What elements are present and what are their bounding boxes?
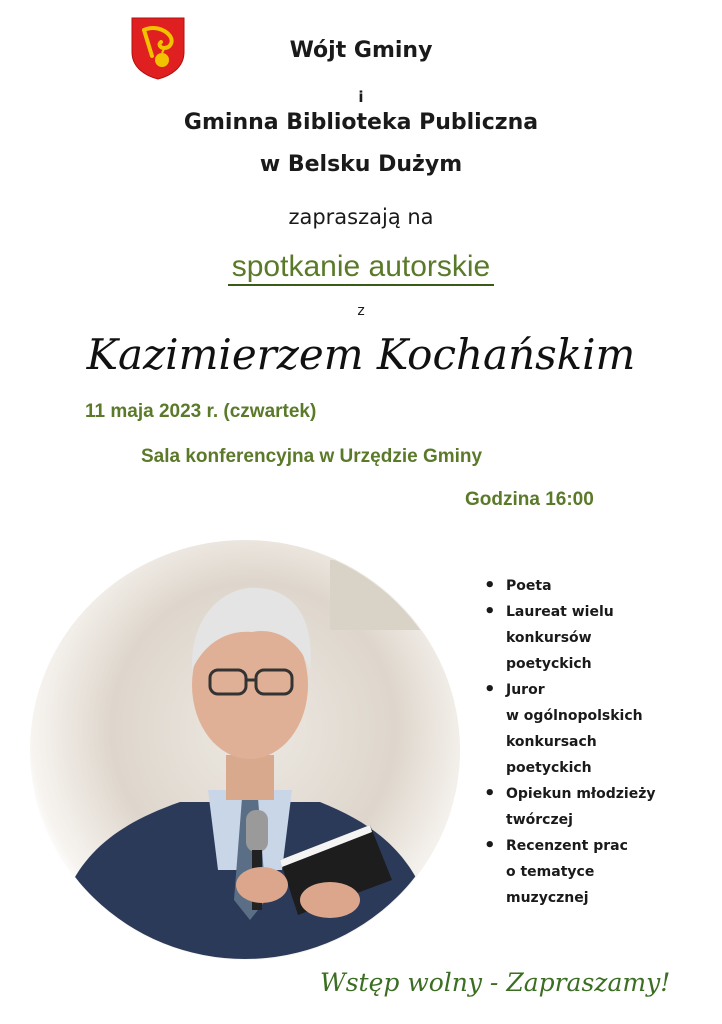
fact-line: poetyckich: [506, 656, 592, 672]
fact-item: [478, 573, 698, 599]
organizer-line-1: Wójt Gminy: [289, 38, 433, 63]
fact-line: konkursów: [506, 630, 592, 646]
fact-line: • Juror: [506, 682, 545, 698]
fact-line: • Recenzent prac: [506, 838, 628, 854]
event-date: 11 maja 2023 r. (czwartek): [85, 401, 317, 422]
fact-item: [478, 781, 698, 833]
organizer-line-3: w Belsku Dużym: [259, 152, 463, 177]
fact-line: • Laureat wielu: [506, 604, 614, 620]
event-type: [0, 250, 722, 284]
fact-line: w ogólnopolskich: [506, 708, 643, 724]
invitation-lead: zapraszają na: [288, 205, 434, 229]
fact-line: muzycznej: [506, 890, 589, 906]
author-photo: [30, 540, 460, 960]
author-name: Kazimierzem Kochańskim: [86, 330, 636, 379]
fact-line: • Poeta: [506, 578, 552, 594]
event-time: Godzina 16:00: [465, 489, 594, 510]
fact-line: konkursach: [506, 734, 597, 750]
fact-item: [478, 833, 698, 911]
event-type-text: spotkanie autorskie: [228, 250, 495, 286]
event-venue: Sala konferencyjna w Urzędzie Gminy: [141, 446, 483, 467]
fact-item: [478, 599, 698, 677]
fact-line: o tematyce: [506, 864, 595, 880]
closing-line: Wstęp wolny - Zapraszamy!: [320, 968, 671, 997]
fact-line: • Opiekun młodzieży: [506, 786, 656, 802]
organizer-line-2: Gminna Biblioteka Publiczna: [183, 110, 539, 135]
author-facts-list: [478, 573, 698, 911]
fact-line: twórczej: [506, 812, 573, 828]
preposition: z: [357, 303, 365, 319]
author-illustration: [30, 540, 460, 960]
conjunction: i: [358, 88, 364, 106]
fact-line: poetyckich: [506, 760, 592, 776]
fact-item: [478, 677, 698, 781]
